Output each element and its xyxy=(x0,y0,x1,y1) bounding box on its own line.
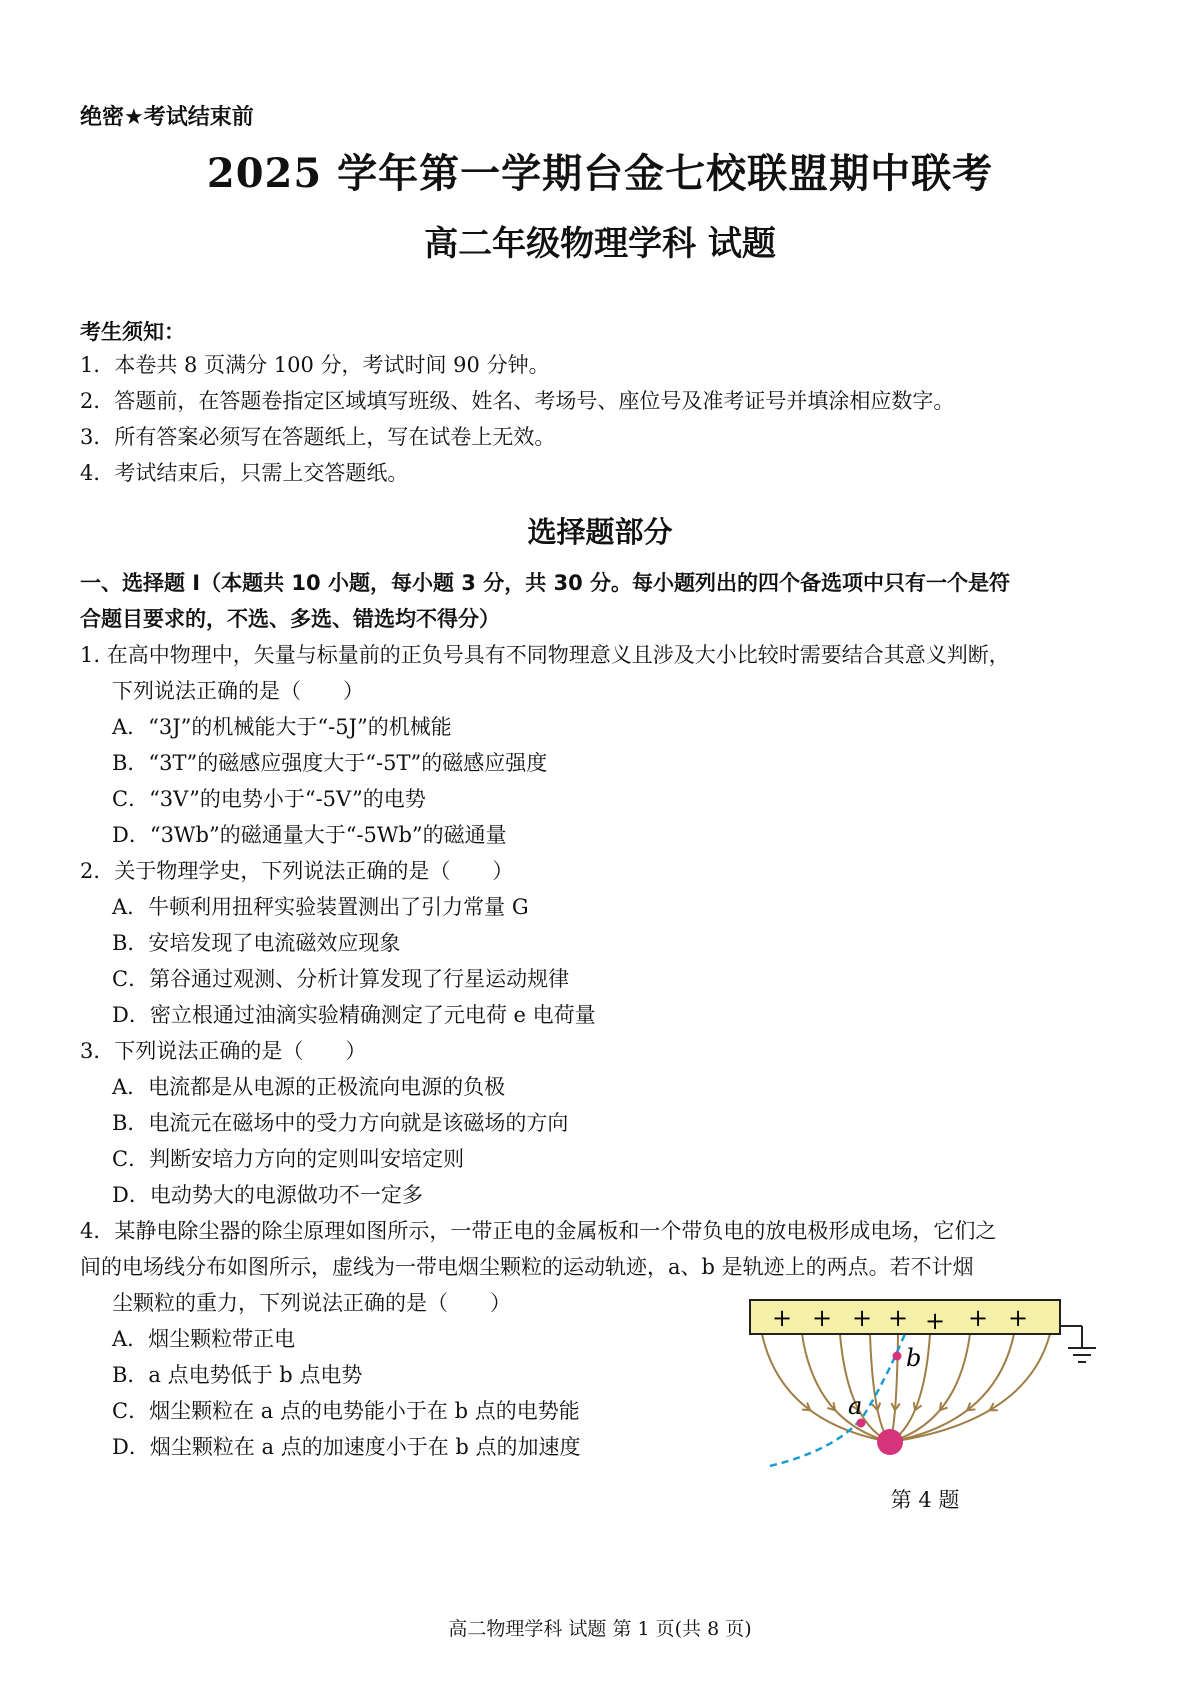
exam-title: 2025 学年第一学期台金七校联盟期中联考 xyxy=(206,150,994,197)
q1-option-b: B．“3T”的磁感应强度大于“-5T”的磁感应强度 xyxy=(112,751,548,775)
q1-option-c: C．“3V”的电势小于“-5V”的电势 xyxy=(112,787,426,811)
q3-stem: 3．下列说法正确的是（ ） xyxy=(80,1039,367,1063)
notice-heading: 考生须知： xyxy=(80,320,185,344)
q3-option-a: A．电流都是从电源的正极流向电源的负极 xyxy=(112,1075,506,1099)
figure-caption: 第 4 题 xyxy=(890,1488,960,1512)
q4-stem-cont: 间的电场线分布如图所示，虚线为一带电烟尘颗粒的运动轨迹，a、b 是轨迹上的两点。若不计烟 xyxy=(80,1255,974,1279)
q4-stem-cont2: 尘颗粒的重力，下列说法正确的是（ ） xyxy=(112,1291,511,1315)
q4-option-d: D．烟尘颗粒在 a 点的加速度小于在 b 点的加速度 xyxy=(112,1435,581,1459)
q2-option-c: C．第谷通过观测、分析计算发现了行星运动规律 xyxy=(112,967,570,991)
notice-item: 1．本卷共 8 页满分 100 分，考试时间 90 分钟。 xyxy=(80,353,550,377)
negative-electrode xyxy=(877,1429,903,1455)
q2-option-d: D．密立根通过油滴实验精确测定了元电荷 e 电荷量 xyxy=(112,1003,596,1027)
point-b xyxy=(893,1352,902,1361)
secret-label: 绝密★考试结束前 xyxy=(80,105,254,130)
plus-sign: + xyxy=(811,1304,833,1332)
page-footer: 高二物理学科 试题 第 1 页(共 8 页) xyxy=(448,1618,752,1640)
q2-option-a: A．牛顿利用扭秤实验装置测出了引力常量 G xyxy=(112,895,529,919)
part-instruction-line1: 一、选择题 I（本题共 10 小题，每小题 3 分，共 30 分。每小题列出的四个备选项中只有一个是符 xyxy=(80,571,1011,595)
q4-option-b: B．a 点电势低于 b 点电势 xyxy=(112,1363,363,1387)
q2-option-b: B．安培发现了电流磁效应现象 xyxy=(112,931,401,955)
plus-sign: + xyxy=(887,1304,909,1332)
notice-item: 3．所有答案必须写在答题纸上，写在试卷上无效。 xyxy=(80,425,556,449)
q3-option-b: B．电流元在磁场中的受力方向就是该磁场的方向 xyxy=(112,1111,569,1135)
part-instruction-line2: 合题目要求的，不选、多选、错选均不得分） xyxy=(80,607,500,631)
plus-sign: + xyxy=(924,1307,946,1335)
q1-option-a: A．“3J”的机械能大于“-5J”的机械能 xyxy=(112,715,452,739)
q2-stem: 2．关于物理学史，下列说法正确的是（ ） xyxy=(80,859,514,883)
q4-option-c: C．烟尘颗粒在 a 点的电势能小于在 b 点的电势能 xyxy=(112,1399,580,1423)
plus-sign: + xyxy=(851,1304,873,1332)
q4-option-a: A．烟尘颗粒带正电 xyxy=(112,1327,296,1351)
label-a: a xyxy=(848,1392,863,1420)
ground-icon xyxy=(1060,1326,1096,1362)
q1-stem-cont: 下列说法正确的是（ ） xyxy=(112,679,364,703)
q3-option-c: C．判断安培力方向的定则叫安培定则 xyxy=(112,1147,465,1171)
field-line xyxy=(802,1334,890,1442)
exam-subtitle: 高二年级物理学科 试题 xyxy=(424,224,776,264)
plus-sign: + xyxy=(967,1304,989,1332)
notice-item: 2．答题前，在答题卷指定区域填写班级、姓名、考场号、座位号及准考证号并填涂相应数字。 xyxy=(80,389,955,413)
q1-stem: 1. 在高中物理中，矢量与标量前的正负号具有不同物理意义且涉及大小比较时需要结合其意义判断， xyxy=(80,643,1010,667)
q1-option-d: D．“3Wb”的磁通量大于“-5Wb”的磁通量 xyxy=(112,823,507,847)
plus-sign: + xyxy=(771,1304,793,1332)
section-heading: 选择题部分 xyxy=(527,515,673,549)
q3-option-d: D．电动势大的电源做功不一定多 xyxy=(112,1183,423,1207)
q4-stem: 4．某静电除尘器的除尘原理如图所示，一带正电的金属板和一个带负电的放电极形成电场，它们之 xyxy=(80,1219,997,1243)
plus-sign: + xyxy=(1007,1304,1029,1332)
notice-item: 4．考试结束后，只需上交答题纸。 xyxy=(80,461,409,485)
label-b: b xyxy=(906,1344,922,1372)
field-line xyxy=(870,1334,890,1442)
